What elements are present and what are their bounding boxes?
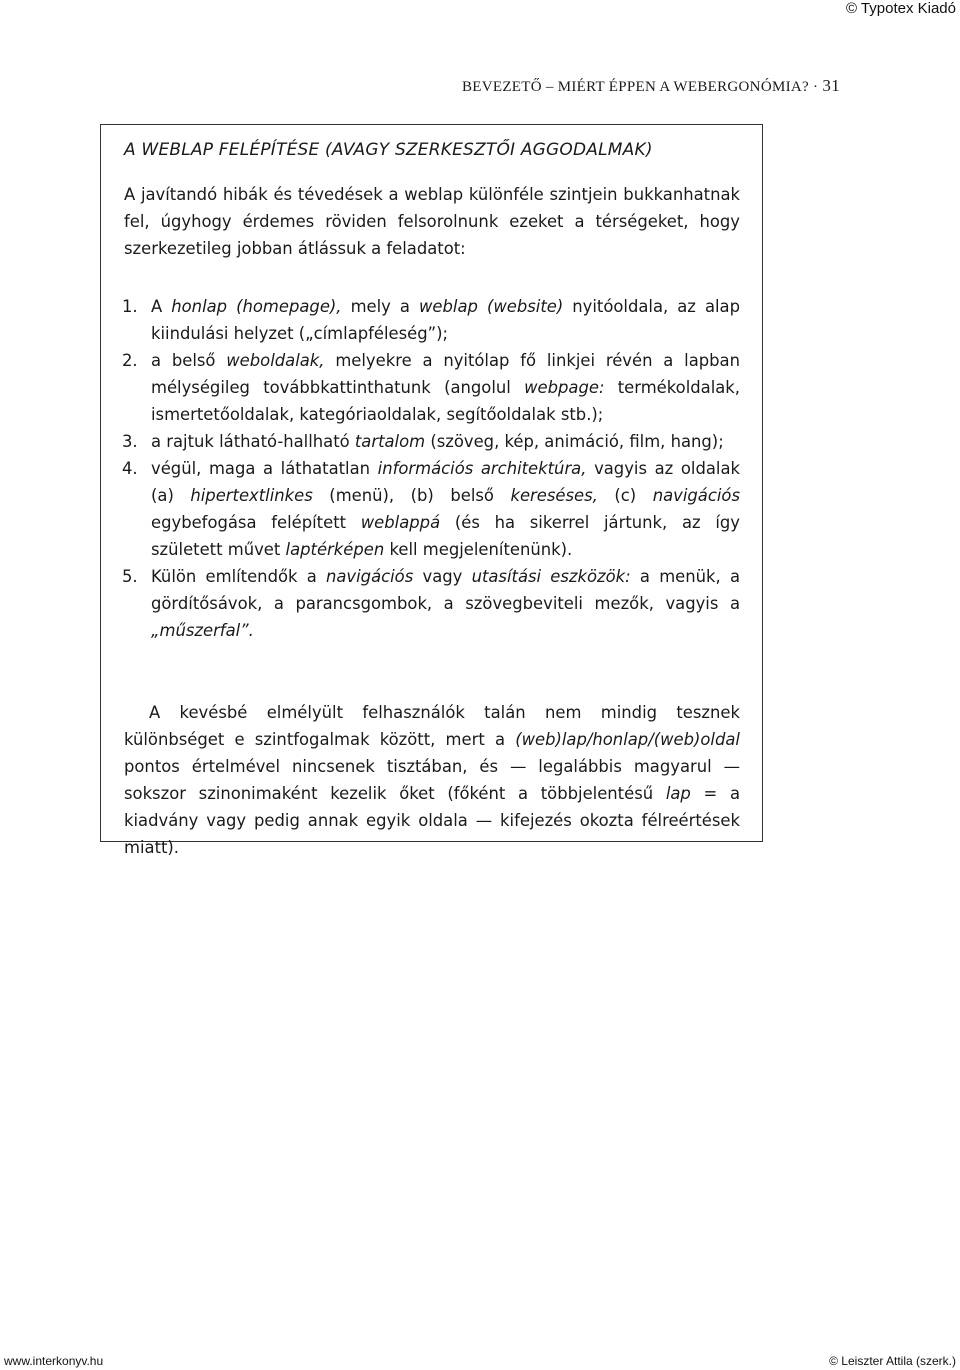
closing-text: A kevésbé elmélyült felhasználók talán nem mindig tesznek különbséget e szintfogalmak között, mert a (124, 703, 740, 749)
closing-term: lap (665, 784, 691, 803)
list-text: a rajtuk látható-hallható (151, 432, 355, 451)
list-item-number: 2. (122, 351, 138, 370)
list-item (122, 293, 741, 347)
list-item-number: 4. (122, 459, 138, 478)
copyright-notice-top: © Typotex Kiadó (845, 0, 956, 17)
running-header-title: BEVEZETŐ – MIÉRT ÉPPEN A WEBERGONÓMIA? · (461, 79, 819, 95)
list-text: vagy (413, 567, 472, 586)
closing-text: pontos értelmével nincsenek tisztában, és — legalábbis magyarul — sokszor szinonimaként kezelik őket (főként a többjelentésű (124, 757, 740, 803)
list-text: mely a (341, 297, 420, 316)
list-text: kell megjelenítenünk). (384, 540, 573, 559)
list-term: navigációs (652, 486, 740, 505)
list-term: weblappá (360, 513, 441, 532)
list-text: a belső (151, 351, 227, 370)
list-term: navigációs (325, 567, 414, 586)
list-term: honlap (homepage), (171, 297, 342, 316)
list-text: (és ha sikerrel jártunk, az így született művet (151, 513, 740, 559)
box-title: A WEBLAP FELÉPÍTÉSE (AVAGY SZERKESZTŐI AGGODALMAK) (124, 140, 653, 160)
list-text: a menük, a gördítősávok, a parancsgombok, a szövegbeviteli mezők, vagyis a (151, 567, 740, 613)
sidebar-box (100, 124, 763, 857)
list-text: nyitóoldala, az alap kiindulási helyzet („címlapféleség”); (151, 297, 741, 343)
list-term: weblap (website) (419, 297, 564, 316)
closing-paragraph (124, 699, 740, 861)
list-item-number: 3. (122, 432, 138, 451)
list-term: kereséses, (510, 486, 598, 505)
list-term: információs architektúra, (377, 459, 587, 478)
page-number: 31 (822, 76, 840, 95)
running-header (462, 76, 840, 96)
list-item (122, 455, 741, 563)
closing-text: = a kiadvány vagy pedig annak egyik oldala — kifejezés okozta félreértések miatt). (124, 784, 740, 857)
list-item-number: 5. (122, 567, 138, 586)
list-text: Külön említendők a (151, 567, 326, 586)
list-text: termékoldalak, ismertetőoldalak, kategóriaoldalak, segítőoldalak stb.); (151, 378, 740, 424)
list-item (122, 428, 740, 455)
footer-copyright: © Leiszter Attila (szerk.) (829, 1354, 956, 1368)
list-item (122, 563, 740, 644)
list-text: (szöveg, kép, animáció, film, hang); (425, 432, 724, 451)
list-text: egybefogása felépített (151, 513, 361, 532)
closing-term: (web)lap/honlap/(web)oldal (515, 730, 740, 749)
list-text: A (151, 297, 172, 316)
list-term: hipertextlinkes (190, 486, 313, 505)
list-term: weboldalak, (226, 351, 325, 370)
structure-list (122, 293, 741, 644)
box-intro-paragraph: A javítandó hibák és tévedések a weblap különféle szintjein bukkanhatnak fel, úgyhogy érdemes röviden felsorolnunk ezeket a térségeket, hogy szerkezetileg jobban átlássuk a feladatot: (124, 185, 740, 258)
list-text: vagyis az oldalak (a) (151, 459, 741, 505)
list-item (122, 347, 740, 428)
list-item-number: 1. (122, 297, 138, 316)
list-term: „műszerfal”. (151, 621, 254, 640)
list-term: tartalom (354, 432, 426, 451)
list-text: (c) (597, 486, 653, 505)
list-term: utasítási eszközök: (471, 567, 631, 586)
list-term: laptérképen (285, 540, 385, 559)
list-term: webpage: (524, 378, 605, 397)
list-text: (menü), (b) belső (312, 486, 511, 505)
list-text: végül, maga a láthatatlan (151, 459, 378, 478)
list-text: melyekre a nyitólap fő linkjei révén a lapban mélységileg továbbkattinthatunk (angolul (151, 351, 740, 397)
footer-url: www.interkonyv.hu (4, 1354, 104, 1368)
